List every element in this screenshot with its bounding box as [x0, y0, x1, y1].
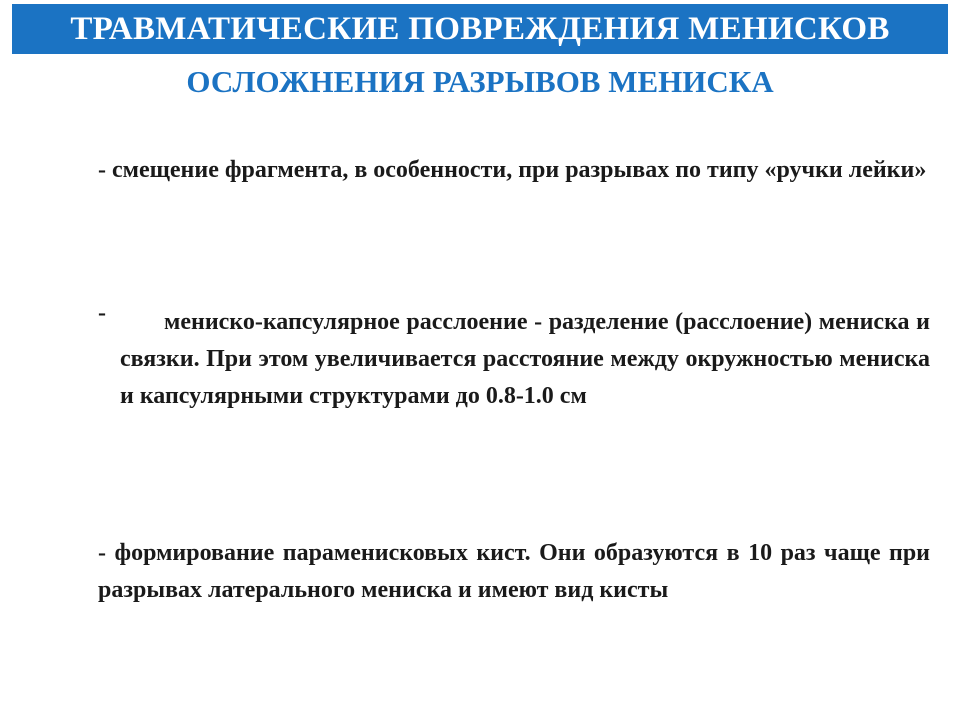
- complication-item-parameniscal-cysts: - формирование параменисковых кист. Они образуются в 10 раз чаще при разрывах латерального мениска и имеют вид кисты: [98, 540, 930, 603]
- complication-item-fragment-displacement: - смещение фрагмента, в особенности, при разрывах по типу «ручки лейки»: [98, 157, 927, 183]
- header-bar: [12, 4, 948, 54]
- header-title: ТРАВМАТИЧЕСКИЕ ПОВРЕЖДЕНИЯ МЕНИСКОВ: [70, 10, 890, 47]
- complication-item-dash: -: [98, 300, 106, 326]
- complication-item-capsular-separation: мениско-капсулярное расслоение - разделение (расслоение) мениска и связки. При этом увеличивается расстояние между окружностью мениска и капсулярными структурами до 0.8-1.0 см: [120, 309, 930, 409]
- slide-subtitle: ОСЛОЖНЕНИЯ РАЗРЫВОВ МЕНИСКА: [186, 64, 774, 99]
